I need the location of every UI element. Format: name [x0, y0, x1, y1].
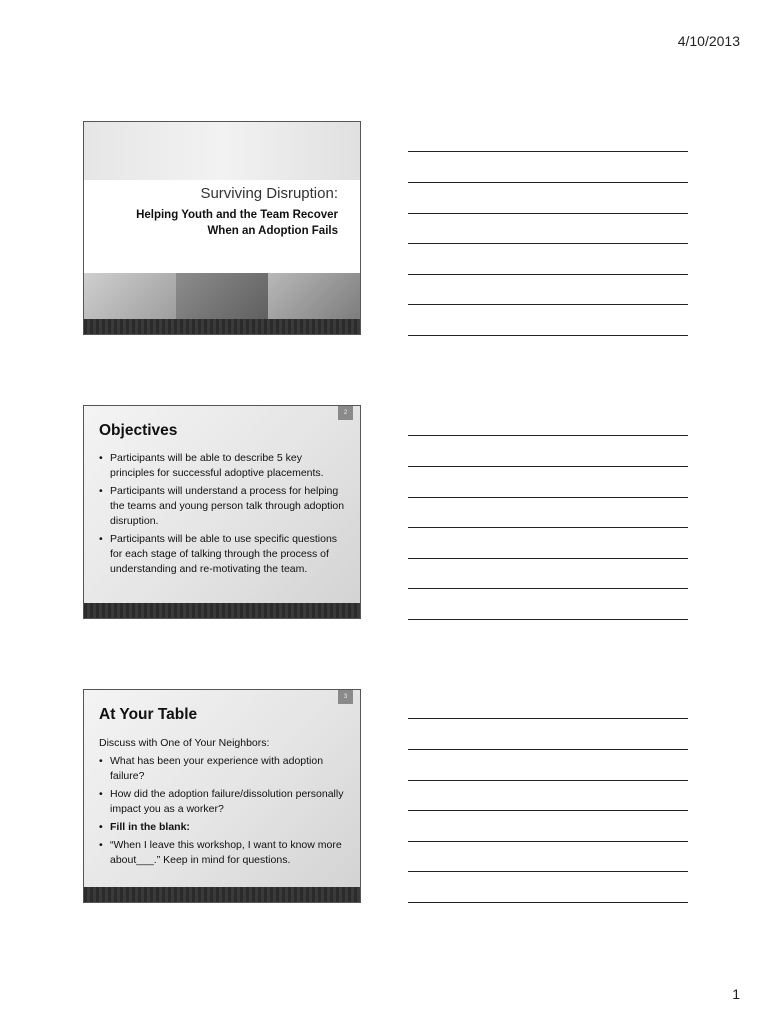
note-line: [408, 749, 688, 750]
bullet-item: • Participants will understand a process for helping the teams and young person talk through adoption disruption.: [99, 484, 346, 529]
note-line: [408, 810, 688, 811]
note-line: [408, 243, 688, 244]
slide-1-title: Surviving Disruption:: [200, 185, 338, 202]
note-line: [408, 902, 688, 903]
bullet-item: • Participants will be able to describe 5 key principles for successful adoptive placements.: [99, 451, 346, 481]
slide-3-heading: At Your Table: [99, 706, 198, 723]
slide-1-thumbnail: [83, 121, 361, 335]
note-line: [408, 335, 688, 336]
slide-footer-band: [84, 319, 360, 334]
slide-3-thumbnail: [83, 689, 361, 903]
note-line: [408, 466, 688, 467]
slide-1-subtitle-line1: Helping Youth and the Team Recover: [136, 209, 338, 221]
slide-1-photo-strip: [84, 273, 360, 321]
note-line: [408, 871, 688, 872]
note-line: [408, 780, 688, 781]
slide-decor-band: [84, 122, 360, 180]
note-line: [408, 182, 688, 183]
slide-1-subtitle-line2: When an Adoption Fails: [207, 225, 338, 237]
slide-2-heading: Objectives: [99, 422, 178, 439]
slide-3-bullet-list: [99, 736, 346, 871]
note-line: [408, 619, 688, 620]
note-line: [408, 151, 688, 152]
slide-3-intro: Discuss with One of Your Neighbors:: [99, 737, 270, 749]
bullet-item: • How did the adoption failure/dissolution personally impact you as a worker?: [99, 787, 346, 817]
note-line: [408, 304, 688, 305]
slide-number-badge: 3: [338, 690, 353, 704]
note-line: [408, 274, 688, 275]
note-line: [408, 841, 688, 842]
bullet-item: • What has been your experience with adoption failure?: [99, 754, 346, 784]
note-line: [408, 718, 688, 719]
slide-number-badge: 2: [338, 406, 353, 420]
note-line: [408, 588, 688, 589]
slide-footer-band: [84, 603, 360, 618]
note-line: [408, 558, 688, 559]
photo-tile: [268, 273, 360, 321]
note-line: [408, 527, 688, 528]
header-date: 4/10/2013: [677, 33, 740, 49]
bullet-item: • “When I leave this workshop, I want to know more about___.” Keep in mind for questions.: [99, 838, 346, 868]
photo-tile: [176, 273, 268, 321]
slide-2-thumbnail: [83, 405, 361, 619]
slide-footer-band: [84, 887, 360, 902]
bullet-item: • Fill in the blank:: [99, 820, 346, 835]
note-line: [408, 213, 688, 214]
bullet-item: • Participants will be able to use specific questions for each stage of talking through the process of understanding and re-motivating the team.: [99, 532, 346, 577]
page-number: 1: [732, 986, 740, 1002]
photo-tile: [84, 273, 176, 321]
note-line: [408, 435, 688, 436]
note-line: [408, 497, 688, 498]
slide-2-bullet-list: [99, 451, 346, 580]
